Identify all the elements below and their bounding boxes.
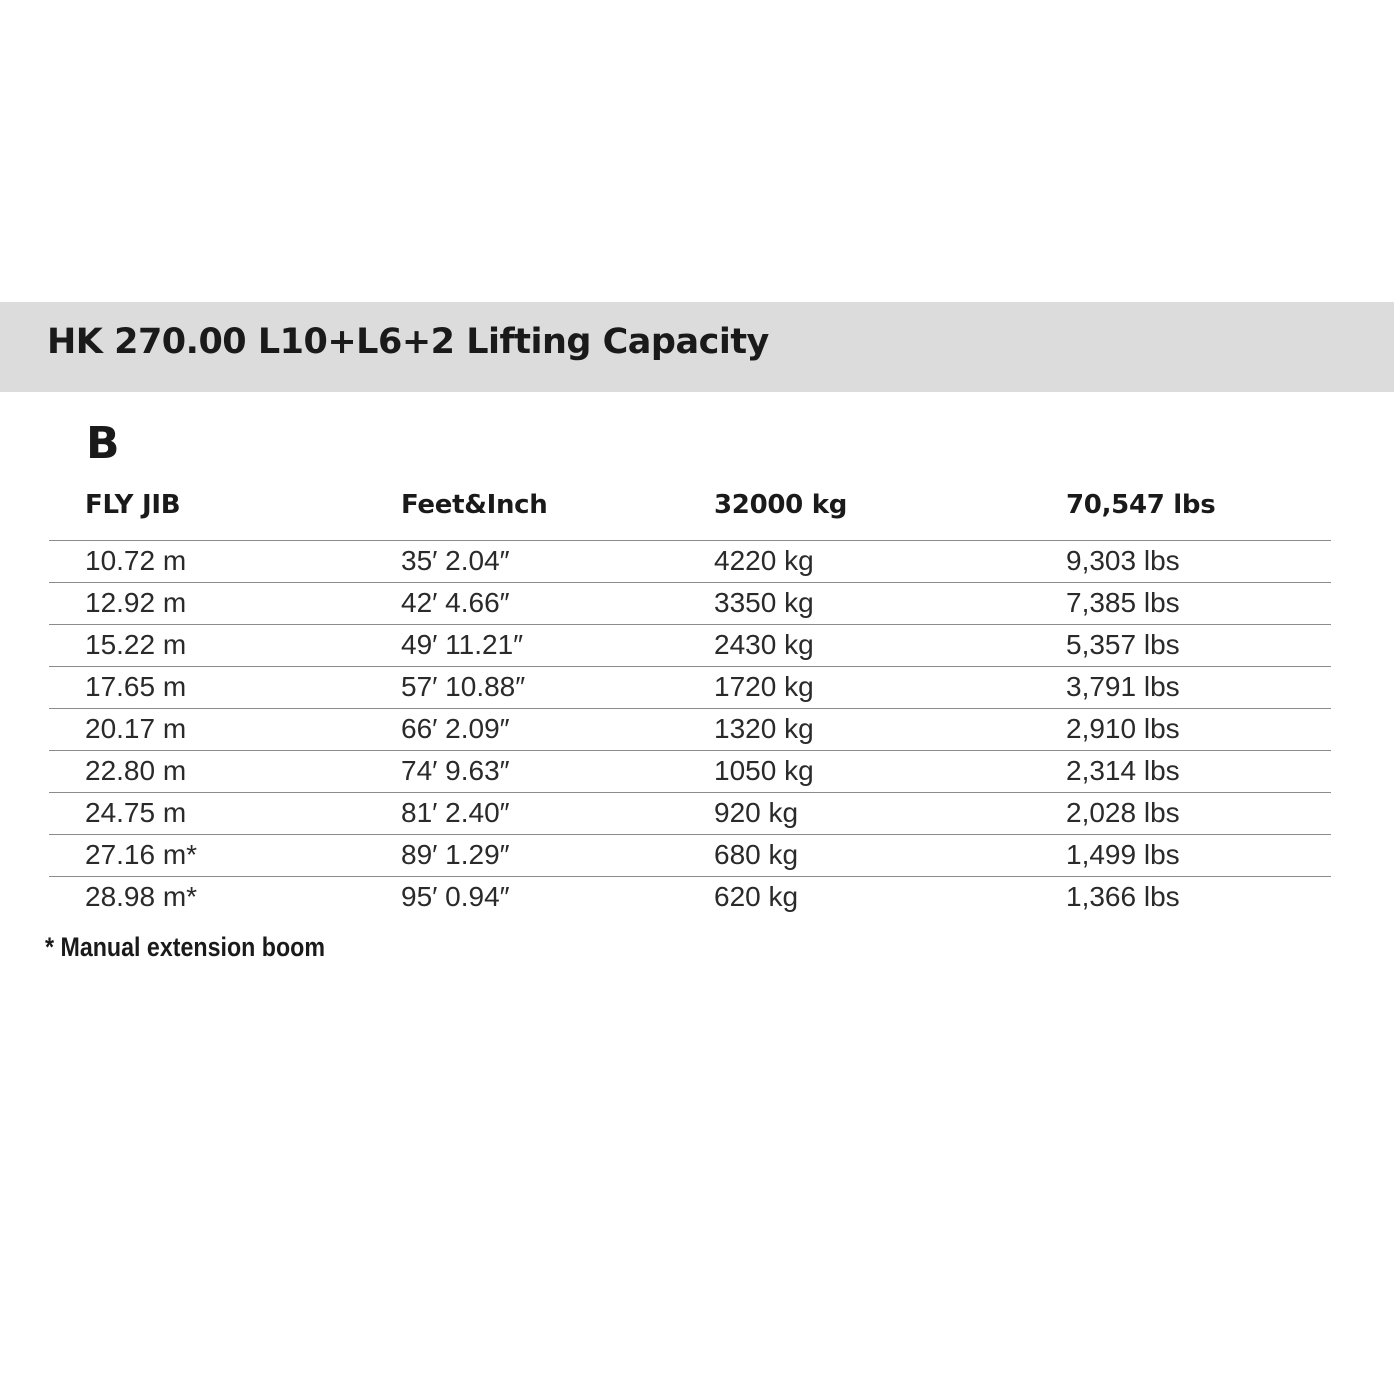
table-header-row — [49, 484, 1331, 541]
capacity-table — [49, 484, 1331, 918]
cell-lbs: 3,791 lbs — [1066, 671, 1180, 702]
cell-kg: 680 kg — [714, 839, 799, 870]
cell-kg: 1320 kg — [714, 713, 814, 744]
cell-feet-inch: 57′ 10.88″ — [401, 671, 526, 702]
cell-fly-jib: 17.65 m — [85, 671, 187, 702]
cell-lbs: 9,303 lbs — [1066, 545, 1180, 576]
cell-lbs: 2,028 lbs — [1066, 797, 1180, 828]
table-row — [49, 541, 1331, 583]
cell-feet-inch: 74′ 9.63″ — [401, 755, 510, 786]
cell-fly-jib: 24.75 m — [85, 797, 187, 828]
column-header-feet-inch: Feet&Inch — [401, 490, 548, 520]
cell-fly-jib: 12.92 m — [85, 587, 187, 618]
cell-feet-inch: 42′ 4.66″ — [401, 587, 510, 618]
table-row — [49, 793, 1331, 835]
table-row — [49, 583, 1331, 625]
column-header-lbs: 70,547 lbs — [1066, 490, 1216, 520]
table-row — [49, 625, 1331, 667]
table-row — [49, 709, 1331, 751]
table-row — [49, 877, 1331, 918]
table-row — [49, 751, 1331, 793]
column-header-fly-jib: FLY JIB — [85, 490, 181, 520]
page-title: HK 270.00 L10+L6+2 Lifting Capacity — [47, 322, 769, 362]
cell-fly-jib: 27.16 m* — [85, 839, 198, 870]
cell-kg: 1050 kg — [714, 755, 814, 786]
footnote: * Manual extension boom — [45, 932, 325, 962]
table-row — [49, 835, 1331, 877]
cell-lbs: 2,910 lbs — [1066, 713, 1180, 744]
cell-kg: 2430 kg — [714, 629, 814, 660]
cell-feet-inch: 49′ 11.21″ — [401, 629, 524, 660]
cell-kg: 4220 kg — [714, 545, 814, 576]
cell-feet-inch: 95′ 0.94″ — [401, 881, 510, 912]
cell-kg: 620 kg — [714, 881, 799, 912]
cell-fly-jib: 10.72 m — [85, 545, 187, 576]
cell-feet-inch: 81′ 2.40″ — [401, 797, 510, 828]
cell-fly-jib: 28.98 m* — [85, 881, 198, 912]
cell-lbs: 1,499 lbs — [1066, 839, 1180, 870]
cell-fly-jib: 20.17 m — [85, 713, 187, 744]
cell-kg: 3350 kg — [714, 587, 814, 618]
cell-lbs: 5,357 lbs — [1066, 629, 1180, 660]
cell-lbs: 7,385 lbs — [1066, 587, 1180, 618]
cell-fly-jib: 22.80 m — [85, 755, 187, 786]
cell-feet-inch: 35′ 2.04″ — [401, 545, 510, 576]
cell-fly-jib: 15.22 m — [85, 629, 187, 660]
cell-feet-inch: 89′ 1.29″ — [401, 839, 510, 870]
section-label: B — [86, 418, 120, 469]
cell-lbs: 1,366 lbs — [1066, 881, 1180, 912]
column-header-kg: 32000 kg — [714, 490, 848, 520]
cell-feet-inch: 66′ 2.09″ — [401, 713, 510, 744]
table-row — [49, 667, 1331, 709]
cell-kg: 1720 kg — [714, 671, 814, 702]
cell-kg: 920 kg — [714, 797, 799, 828]
cell-lbs: 2,314 lbs — [1066, 755, 1180, 786]
